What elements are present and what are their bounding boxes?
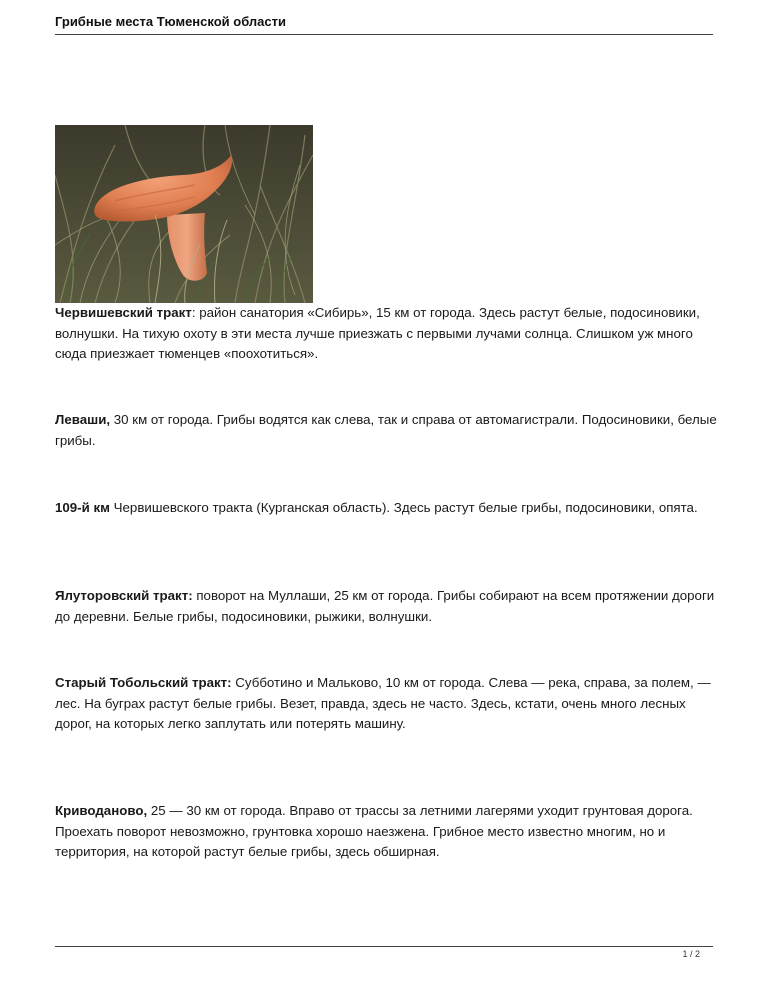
- section-paragraph: [55, 673, 720, 735]
- section-text: Червишевского тракта (Курганская область). Здесь растут белые грибы, подосиновики, опята.: [109, 500, 698, 515]
- section-lead: Старый Тобольский тракт:: [55, 675, 232, 690]
- section-paragraph: [55, 498, 720, 519]
- section-lead: Червишевский тракт: [55, 305, 192, 320]
- header-divider: [55, 34, 713, 35]
- section-paragraph: [55, 586, 720, 627]
- footer-divider: [55, 946, 713, 947]
- section-text: поворот на Муллаши, 25 км от города. Грибы собирают на всем протяжении дороги до деревни. Белые грибы, подосиновики, рыжики, волнушки.: [55, 588, 715, 624]
- section-paragraph: [55, 410, 720, 451]
- section-paragraph: [55, 303, 720, 365]
- section-text: 25 — 30 км от города. Вправо от трассы за летними лагерями уходит грунтовая дорога. Проехать поворот невозможно, грунтовка хорошо наезжена. Грибное место известно многим, но и территория, на которой растут белые грибы, здесь обширная.: [55, 803, 693, 859]
- section-text: 30 км от города. Грибы водятся как слева, так и справа от автомагистрали. Подосиновики, белые грибы.: [55, 412, 717, 448]
- section-lead: Леваши,: [55, 412, 111, 427]
- page-header-title: Грибные места Тюменской области: [55, 14, 286, 29]
- section-lead: Ялуторовский тракт:: [55, 588, 193, 603]
- section-text: : район санатория «Сибирь», 15 км от города. Здесь растут белые, подосиновики, волнушки. На тихую охоту в эти места лучше приезжать с первыми лучами солнца. Слишком уж много сюда приезжает тюменцев «поохотиться».: [55, 305, 700, 361]
- section-text: Субботино и Мальково, 10 км от города. Слева — река, справа, за полем, — лес. На буграх растут белые грибы. Везет, правда, здесь не часто. Здесь, кстати, очень много лесных дорог, на которых легко заплутать или потерять машину.: [55, 675, 711, 731]
- mushroom-photo: [55, 125, 313, 303]
- section-lead: 109-й км: [55, 500, 110, 515]
- section-lead: Криводаново,: [55, 803, 148, 818]
- page-number: 1 / 2: [682, 949, 700, 959]
- section-paragraph: [55, 801, 720, 863]
